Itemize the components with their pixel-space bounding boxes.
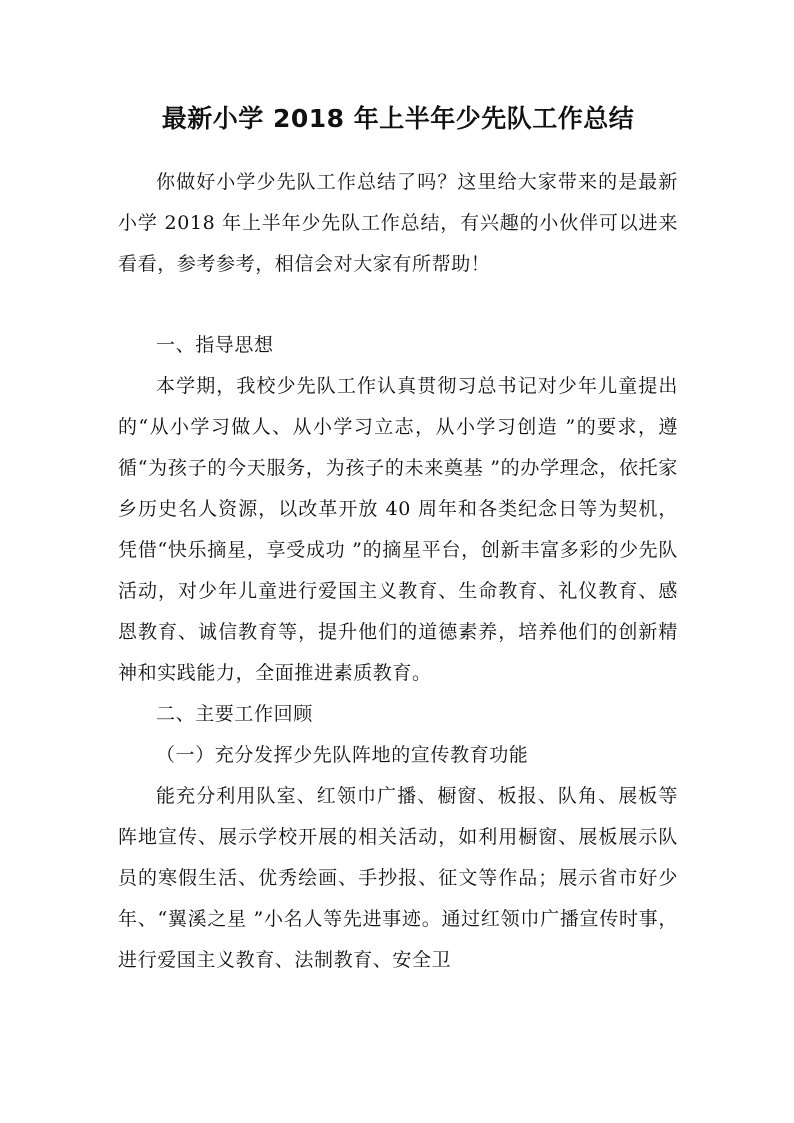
paragraph-spacer <box>118 285 678 325</box>
document-page <box>118 96 678 981</box>
intro-paragraph: 你做好小学少先队工作总结了吗？这里给大家带来的是最新小学 2018 年上半年少先队工作总结，有兴趣的小伙伴可以进来看看，参考参考，相信会对大家有所帮助！ <box>118 171 678 275</box>
section-heading-guiding-ideology: 一、指导思想 <box>156 334 274 356</box>
section-body-guiding-ideology: 本学期，我校少先队工作认真贯彻习总书记对少年儿童提出的“从小学习做人、从小学习立志，从小学习创造 ”的要求，遵循“为孩子的今天服务，为孩子的未来奠基 ”的办学理念，依托家乡历史名人资源，以改革开放 40 周年和各类纪念日等为契机，凭借“快乐摘星，享受成功 ”的摘星平台，创新丰富多彩的少先队活动，对少年儿童进行爱国主义教育、生命教育、礼仪教育、感恩教育、诚信教育等，提升他们的道德素养，培养他们的创新精神和实践能力，全面推进素质教育。 <box>118 375 678 684</box>
subsection-heading-publicity: （一）充分发挥少先队阵地的宣传教育功能 <box>156 744 529 766</box>
document-title: 最新小学 2018 年上半年少先队工作总结 <box>161 104 635 133</box>
section-heading-work-review: 二、主要工作回顾 <box>156 703 313 725</box>
subsection-body-publicity: 能充分利用队室、红领巾广播、橱窗、板报、队角、展板等阵地宣传、展示学校开展的相关活动，如利用橱窗、展板展示队员的寒假生活、优秀绘画、手抄报、征文等作品；展示省市好少年、“翼溪之星 ”小名人等先进事迹。通过红领巾广播宣传时事，进行爱国主义教育、法制教育、安全卫 <box>118 785 678 971</box>
